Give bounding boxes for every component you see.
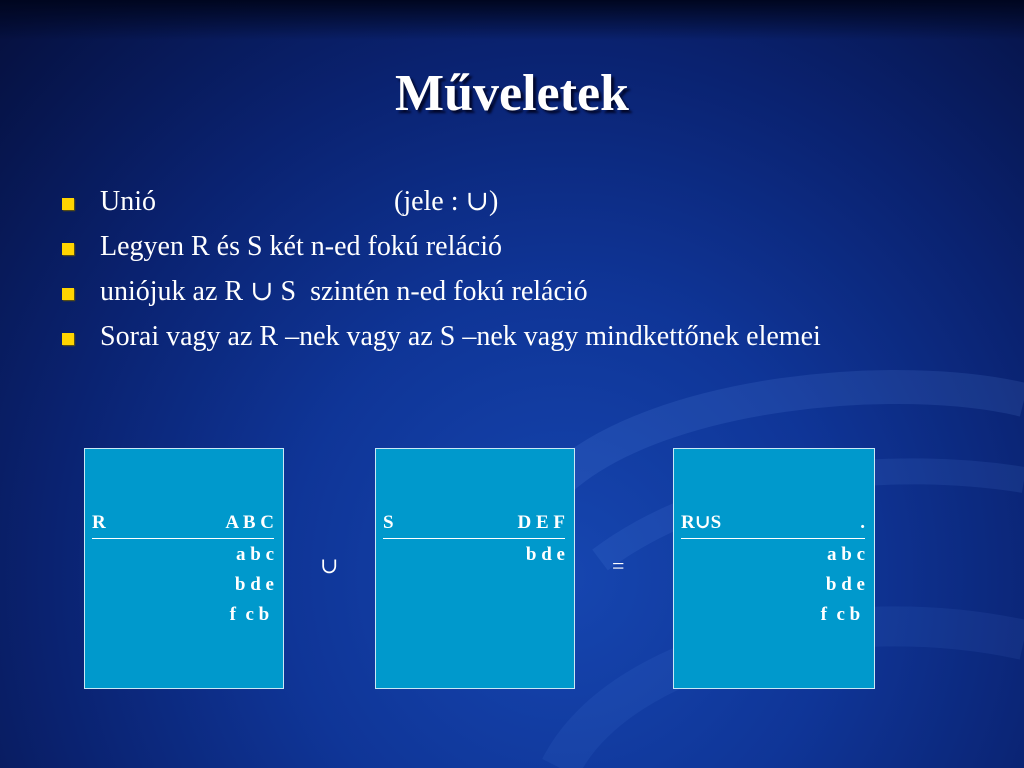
bullet-square-icon bbox=[62, 243, 74, 255]
union-operator: ∪ bbox=[320, 553, 339, 578]
relation-union-table bbox=[673, 448, 875, 689]
table-row: a b c bbox=[236, 544, 274, 565]
relation-r-attributes: A B C bbox=[225, 512, 274, 533]
relation-r-table bbox=[84, 448, 284, 689]
relation-s-attributes: D E F bbox=[517, 512, 565, 533]
table-row: b d e bbox=[234, 574, 274, 595]
relation-s-name: S bbox=[383, 512, 394, 533]
bullet-item bbox=[62, 274, 821, 319]
bullet-text: uniójuk az R ∪ S szintén n-ed fokú reláció bbox=[100, 276, 588, 307]
table-row: b d e bbox=[825, 574, 865, 595]
equals-operator: = bbox=[612, 553, 625, 578]
bullet-square-icon bbox=[62, 333, 74, 345]
bullet-item bbox=[62, 229, 821, 274]
table-row: a b c bbox=[827, 544, 865, 565]
relation-r-header bbox=[92, 512, 274, 539]
relation-union-name: R∪S bbox=[681, 512, 722, 533]
relation-s-header bbox=[383, 512, 565, 539]
bullet-text: Unió (jele : ∪) bbox=[100, 186, 499, 217]
bullet-text: Sorai vagy az R –nek vagy az S –nek vagy mindkettőnek elemei bbox=[100, 321, 821, 352]
table-row: f c b bbox=[229, 604, 274, 625]
relation-union-header bbox=[681, 512, 865, 539]
bullet-item bbox=[62, 319, 821, 364]
table-row: f c b bbox=[820, 604, 865, 625]
table-row: b d e bbox=[525, 544, 565, 565]
relation-s-table bbox=[375, 448, 575, 689]
relation-r-name: R bbox=[92, 512, 106, 533]
bullet-list bbox=[62, 184, 821, 364]
relation-union-attributes: . bbox=[860, 512, 865, 533]
bullet-item bbox=[62, 184, 821, 229]
bullet-text: Legyen R és S két n-ed fokú reláció bbox=[100, 231, 502, 262]
bullet-square-icon bbox=[62, 288, 74, 300]
slide-title: Műveletek bbox=[395, 65, 629, 122]
bullet-square-icon bbox=[62, 198, 74, 210]
